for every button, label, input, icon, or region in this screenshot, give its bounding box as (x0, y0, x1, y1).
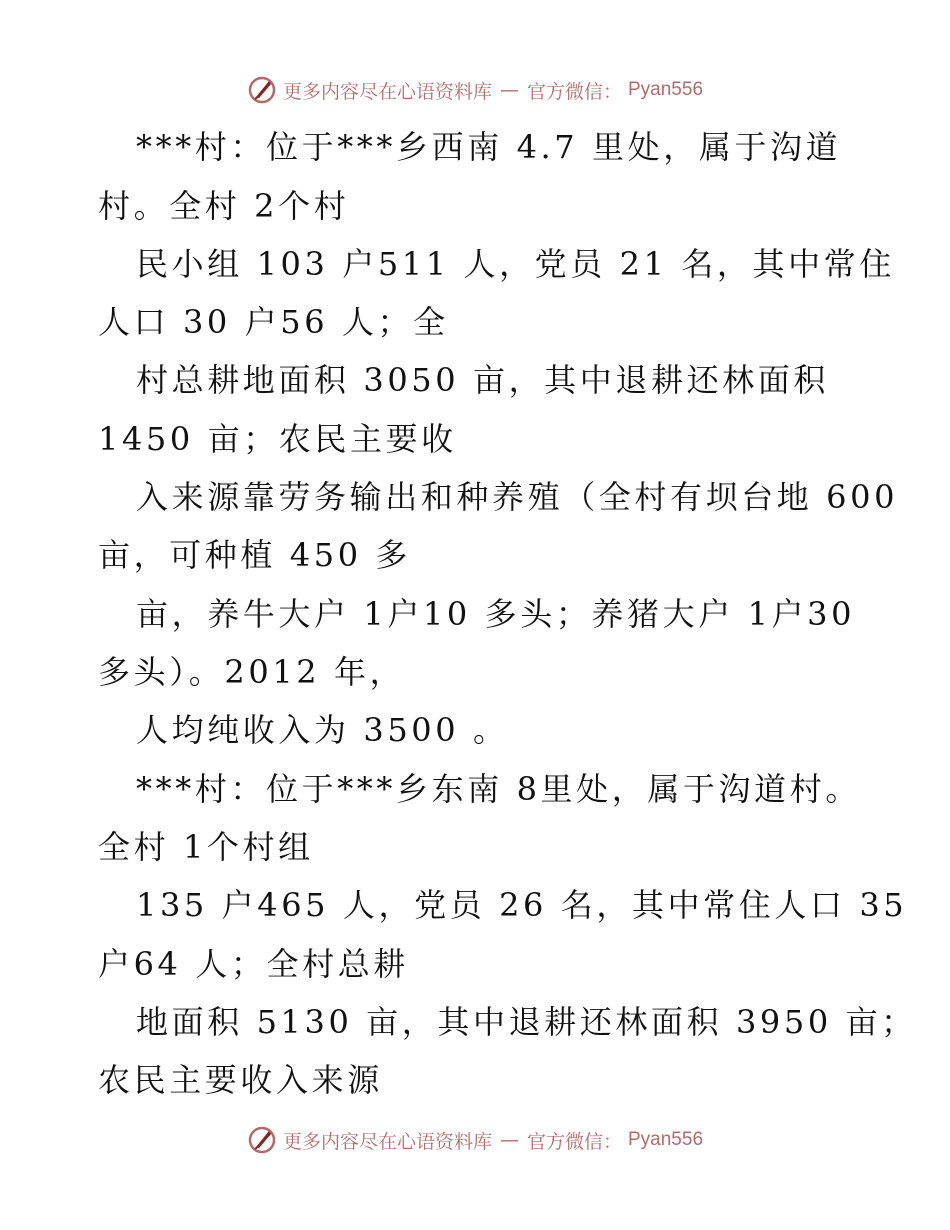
header-watermark (0, 70, 950, 110)
text-line-17: 农民主要收入来源 (98, 1061, 383, 1099)
text-line-8: 亩，可种植 450 多 (98, 536, 412, 574)
watermark-separator: — (499, 79, 519, 101)
text-line-11: 人均纯收入为 3500 。 (136, 711, 509, 749)
text-line-5: 村总耕地面积 3050 亩，其中退耕还林面积 (136, 361, 829, 399)
text-line-4: 人口 30 户56 人；全 (98, 303, 449, 341)
text-line-7: 入来源靠劳务输出和种养殖（全村有坝台地 600 (136, 478, 899, 516)
text-line-15: 户64 人；全村总耕 (98, 945, 409, 983)
text-line-16: 地面积 5130 亩，其中退耕还林面积 3950 亩； (136, 1003, 917, 1041)
text-line-6: 1450 亩；农民主要收 (98, 420, 457, 458)
text-line-10: 多头）。2012 年， (98, 653, 406, 691)
watermark-separator: — (499, 1129, 519, 1151)
watermark-official: 官方微信： (526, 80, 622, 103)
quill-logo-icon (247, 75, 277, 105)
text-line-2: 村。全村 2个村 (98, 187, 350, 225)
text-line-12: ***村：位于***乡东南 8里处，属于沟道村。 (136, 770, 861, 808)
watermark-id: Pyan556 (628, 79, 704, 100)
quill-logo-icon (247, 1125, 277, 1155)
text-line-13: 全村 1个村组 (98, 828, 314, 866)
watermark-text: 更多内容尽在心语资料库 (282, 80, 492, 103)
text-line-14: 135 户465 人，党员 26 名，其中常住人口 35 (136, 886, 908, 924)
watermark-text: 更多内容尽在心语资料库 (282, 1130, 492, 1153)
text-line-3: 民小组 103 户511 人，党员 21 名，其中常住 (136, 245, 895, 283)
footer-watermark (0, 1120, 950, 1160)
text-line-9: 亩，养牛大户 1户10 多头；养猪大户 1户30 (136, 595, 856, 633)
watermark-official: 官方微信： (526, 1130, 622, 1153)
watermark-id: Pyan556 (628, 1129, 704, 1150)
text-line-1: ***村：位于***乡西南 4.7 里处，属于沟道 (136, 128, 842, 166)
